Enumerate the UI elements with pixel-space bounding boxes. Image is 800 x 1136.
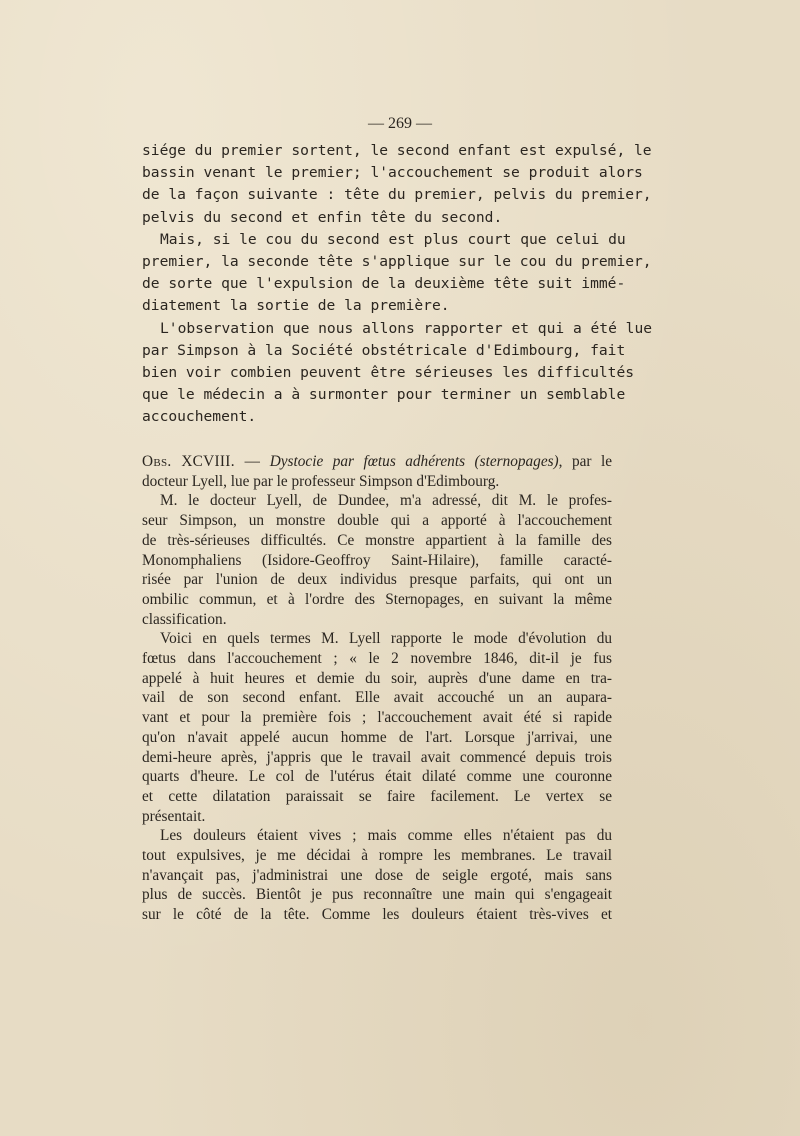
text-line: appelé à huit heures et demie du soir, auprès d'une dame en tra- — [142, 669, 612, 687]
typed-section — [142, 140, 653, 429]
paragraph — [142, 229, 652, 318]
text-line: docteur Lyell, lue par le professeur Simpson d'Edimbourg. — [142, 472, 500, 490]
observation-heading — [142, 452, 612, 491]
text-line: classification. — [142, 610, 227, 628]
text-line: ombilic commun, et à l'ordre des Sternopages, en suivant la même — [142, 590, 612, 608]
text-line: Les douleurs étaient vives ; mais comme elles n'étaient pas du — [160, 827, 612, 845]
text-line: diatement la sortie de la première. — [142, 297, 450, 315]
text-line: Monomphaliens (Isidore-Geoffroy Saint-Hilaire), famille caracté- — [142, 551, 612, 569]
observation-byline-start: , par le — [558, 453, 613, 470]
text-line: bien voir combien peuvent être sérieuses les difficultés — [142, 364, 635, 382]
observation-label: Obs. XCVIII. — — [142, 453, 261, 470]
text-line: Voici en quels termes M. Lyell rapporte le mode d'évolution du — [160, 630, 612, 648]
text-line: bassin venant le premier; l'accouchement se produit alors — [142, 164, 643, 182]
text-line: risée par l'union de deux individus presque parfaits, qui ont un — [142, 571, 612, 589]
text-line: que le médecin a à surmonter pour terminer un semblable — [142, 386, 626, 404]
text-line: plus de succès. Bientôt je pus reconnaître une main qui s'engageait — [142, 886, 612, 904]
text-line: premier, la seconde tête s'applique sur le cou du premier, — [142, 253, 652, 271]
paragraph — [142, 318, 653, 429]
text-line: accouchement. — [142, 408, 257, 426]
paragraph — [142, 491, 612, 629]
text-line: de sorte que l'expulsion de la deuxième tête suit immé- — [142, 275, 626, 293]
text-line: fœtus dans l'accouchement ; « le 2 novembre 1846, dit-il je fus — [142, 650, 612, 668]
text-line: de très-sérieuses difficultés. Ce monstre appartient à la famille des — [142, 531, 612, 549]
text-line: vail de son second enfant. Elle avait accouché un an aupara- — [142, 689, 612, 707]
text-line: pelvis du second et enfin tête du second. — [142, 208, 503, 226]
text-line: par Simpson à la Société obstétricale d'Edimbourg, fait — [142, 341, 626, 359]
text-line: Mais, si le cou du second est plus court que celui du — [160, 230, 626, 248]
observation-title: Dystocie par fœtus adhérents — [269, 453, 466, 470]
paragraph — [142, 826, 612, 925]
text-line: présentait. — [142, 807, 206, 825]
text-line: sur le côté de la tête. Comme les douleurs étaient très-vives et — [142, 906, 612, 924]
text-line: M. le docteur Lyell, de Dundee, m'a adressé, dit M. le profes- — [160, 492, 612, 510]
text-line: demi-heure après, j'appris que le travail avait commencé depuis trois — [142, 748, 612, 766]
text-line: et cette dilatation paraissait se faire facilement. Le vertex se — [142, 787, 612, 805]
page-number: — 269 — — [368, 115, 432, 132]
paragraph — [142, 629, 612, 826]
text-line: de la façon suivante : tête du premier, pelvis du premier, — [142, 186, 652, 204]
text-line: siége du premier sortent, le second enfant est expulsé, le — [142, 142, 652, 159]
paragraph — [142, 140, 652, 229]
text-line: n'avançait pas, j'administrai une dose de seigle ergoté, mais sans — [142, 866, 612, 884]
text-line: qu'on n'avait appelé aucun homme de l'art. Lorsque j'arrivai, une — [142, 728, 612, 746]
text-line: vant et pour la première fois ; l'accouchement avait été si rapide — [142, 709, 612, 727]
text-line: seur Simpson, un monstre double qui a apporté à l'accouchement — [142, 512, 612, 530]
text-line: L'observation que nous allons rapporter et qui a été lue — [160, 319, 653, 337]
observation-subtitle: (sternopages) — [474, 453, 559, 470]
printed-section — [142, 452, 612, 925]
text-line: quarts d'heure. Le col de l'utérus était dilaté comme une couronne — [142, 768, 612, 786]
text-line — [142, 452, 612, 472]
text-line: tout expulsives, je me décidai à rompre les membranes. Le travail — [142, 847, 612, 865]
